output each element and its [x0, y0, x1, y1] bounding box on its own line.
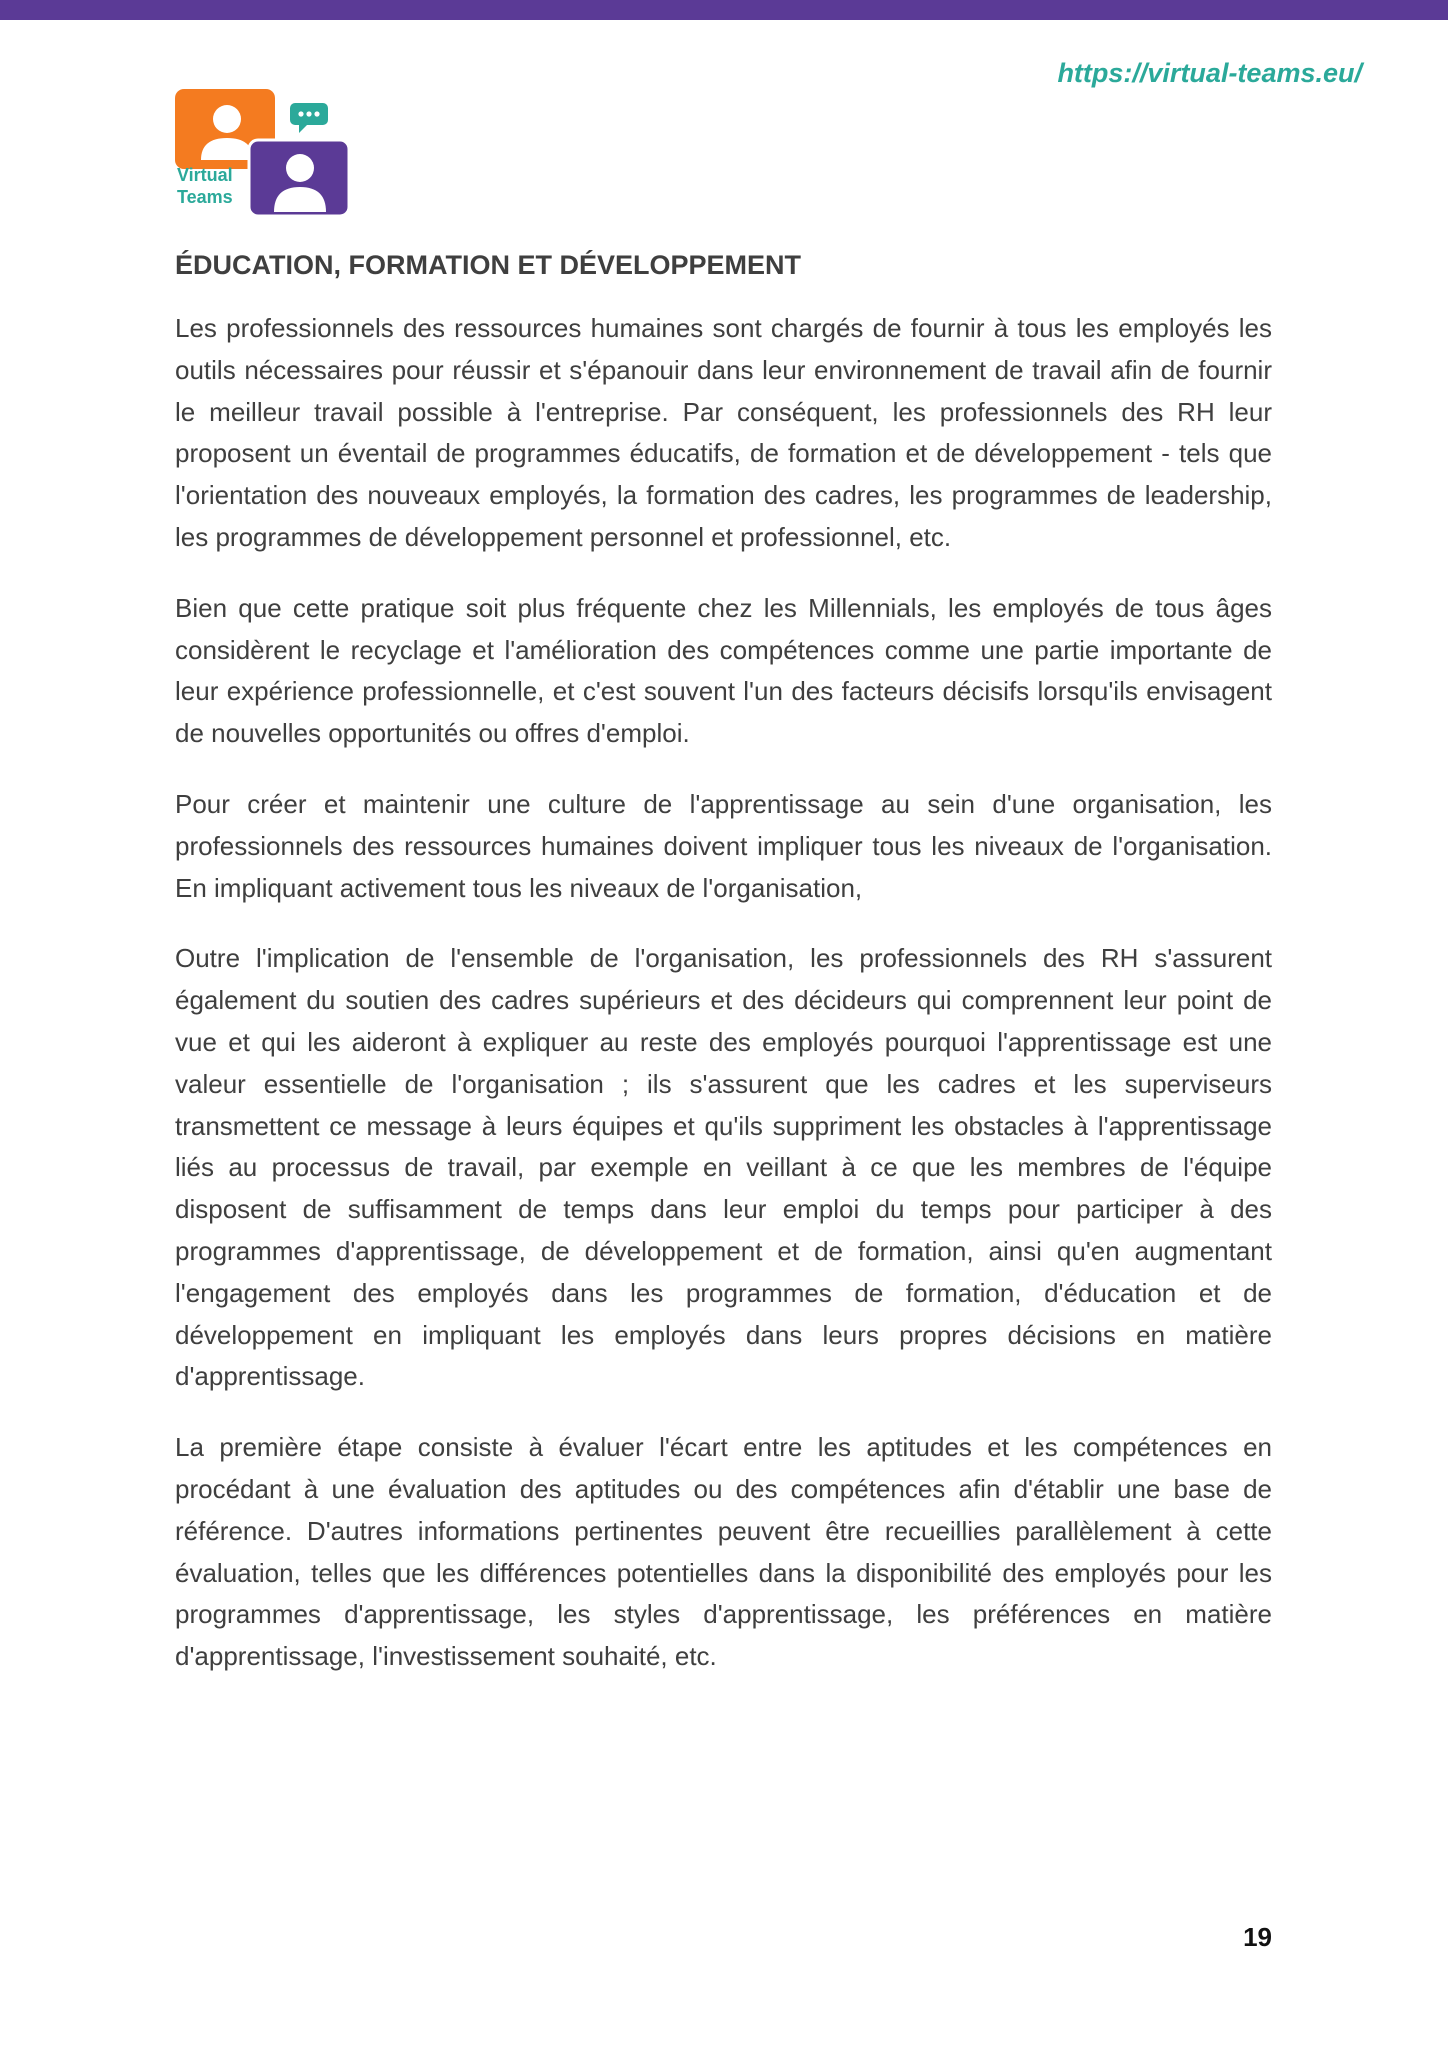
website-url-link[interactable]: https://virtual-teams.eu/ [1057, 58, 1362, 88]
logo-chat-dot-3 [314, 111, 319, 116]
paragraph-5: La première étape consiste à évaluer l'écart entre les aptitudes et les compétences en procédant à une évaluation des aptitudes ou des compétences afin d'établir une base de référence. D'autres informations pertinentes peuvent être recueillies parallèlement à cette évaluation, telles que les différences potentielles dans la disponibilité des employés pour les programmes d'apprentissage, les styles d'apprentissage, les préférences en matière d'apprentissage, l'investissement souhaité, etc. [175, 1432, 1272, 1672]
paragraph-4: Outre l'implication de l'ensemble de l'organisation, les professionnels des RH s'assurent également du soutien des cadres supérieurs et des décideurs qui comprennent leur point de vue et qui les aideront à expliquer au reste des employés pourquoi l'apprentissage est une valeur essentielle de l'organisation ; ils s'assurent que les cadres et les superviseurs transmettent ce message à leurs équipes et qu'ils suppriment les obstacles à l'apprentissage liés au processus de travail, par exemple en veillant à ce que les membres de l'équipe disposent de suffisamment de temps dans leur emploi du temps pour participer à des programmes d'apprentissage, de développement et de formation, ainsi qu'en augmentant l'engagement des employés dans les programmes de formation, d'éducation et de développement en impliquant les employés dans leurs propres décisions en matière d'apprentissage. [175, 943, 1272, 1392]
logo-chat-dot-2 [306, 111, 311, 116]
virtual-teams-logo [175, 88, 355, 216]
paragraph-1: Les professionnels des ressources humaines sont chargés de fournir à tous les employés les outils nécessaires pour réussir et s'épanouir dans leur environnement de travail afin de fournir le meilleur travail possible à l'entreprise. Par conséquent, les professionnels des RH leur proposent un éventail de programmes éducatifs, de formation et de développement - tels que l'orientation des nouveaux employés, la formation des cadres, les programmes de leadership, les programmes de développement personnel et professionnel, etc. [175, 313, 1272, 552]
logo-person-purple-head [286, 154, 314, 182]
logo-text-line1: Virtual [177, 165, 233, 185]
logo-chat-dot-1 [298, 111, 303, 116]
page-number: 19 [1243, 1922, 1272, 1952]
logo-person-orange-head [213, 105, 241, 133]
logo-wordmark [177, 164, 233, 208]
main-content [175, 246, 1272, 1707]
section-heading: ÉDUCATION, FORMATION ET DÉVELOPPEMENT [175, 250, 802, 280]
logo-text-line2: Teams [177, 187, 233, 207]
paragraph-2: Bien que cette pratique soit plus fréquente chez les Millennials, les employés de tous âges considèrent le recyclage et l'amélioration des compétences comme une partie importante de leur expérience professionnelle, et c'est souvent l'un des facteurs décisifs lorsqu'ils envisagent de nouvelles opportunités ou offres d'emploi. [175, 592, 1272, 749]
top-accent-bar [0, 0, 1448, 20]
paragraph-3: Pour créer et maintenir une culture de l'apprentissage au sein d'une organisation, les professionnels des ressources humaines doivent impliquer tous les niveaux de l'organisation. En impliquant activement tous les niveaux de l'organisation, [175, 788, 1272, 903]
logo-chat-tail [299, 125, 307, 133]
